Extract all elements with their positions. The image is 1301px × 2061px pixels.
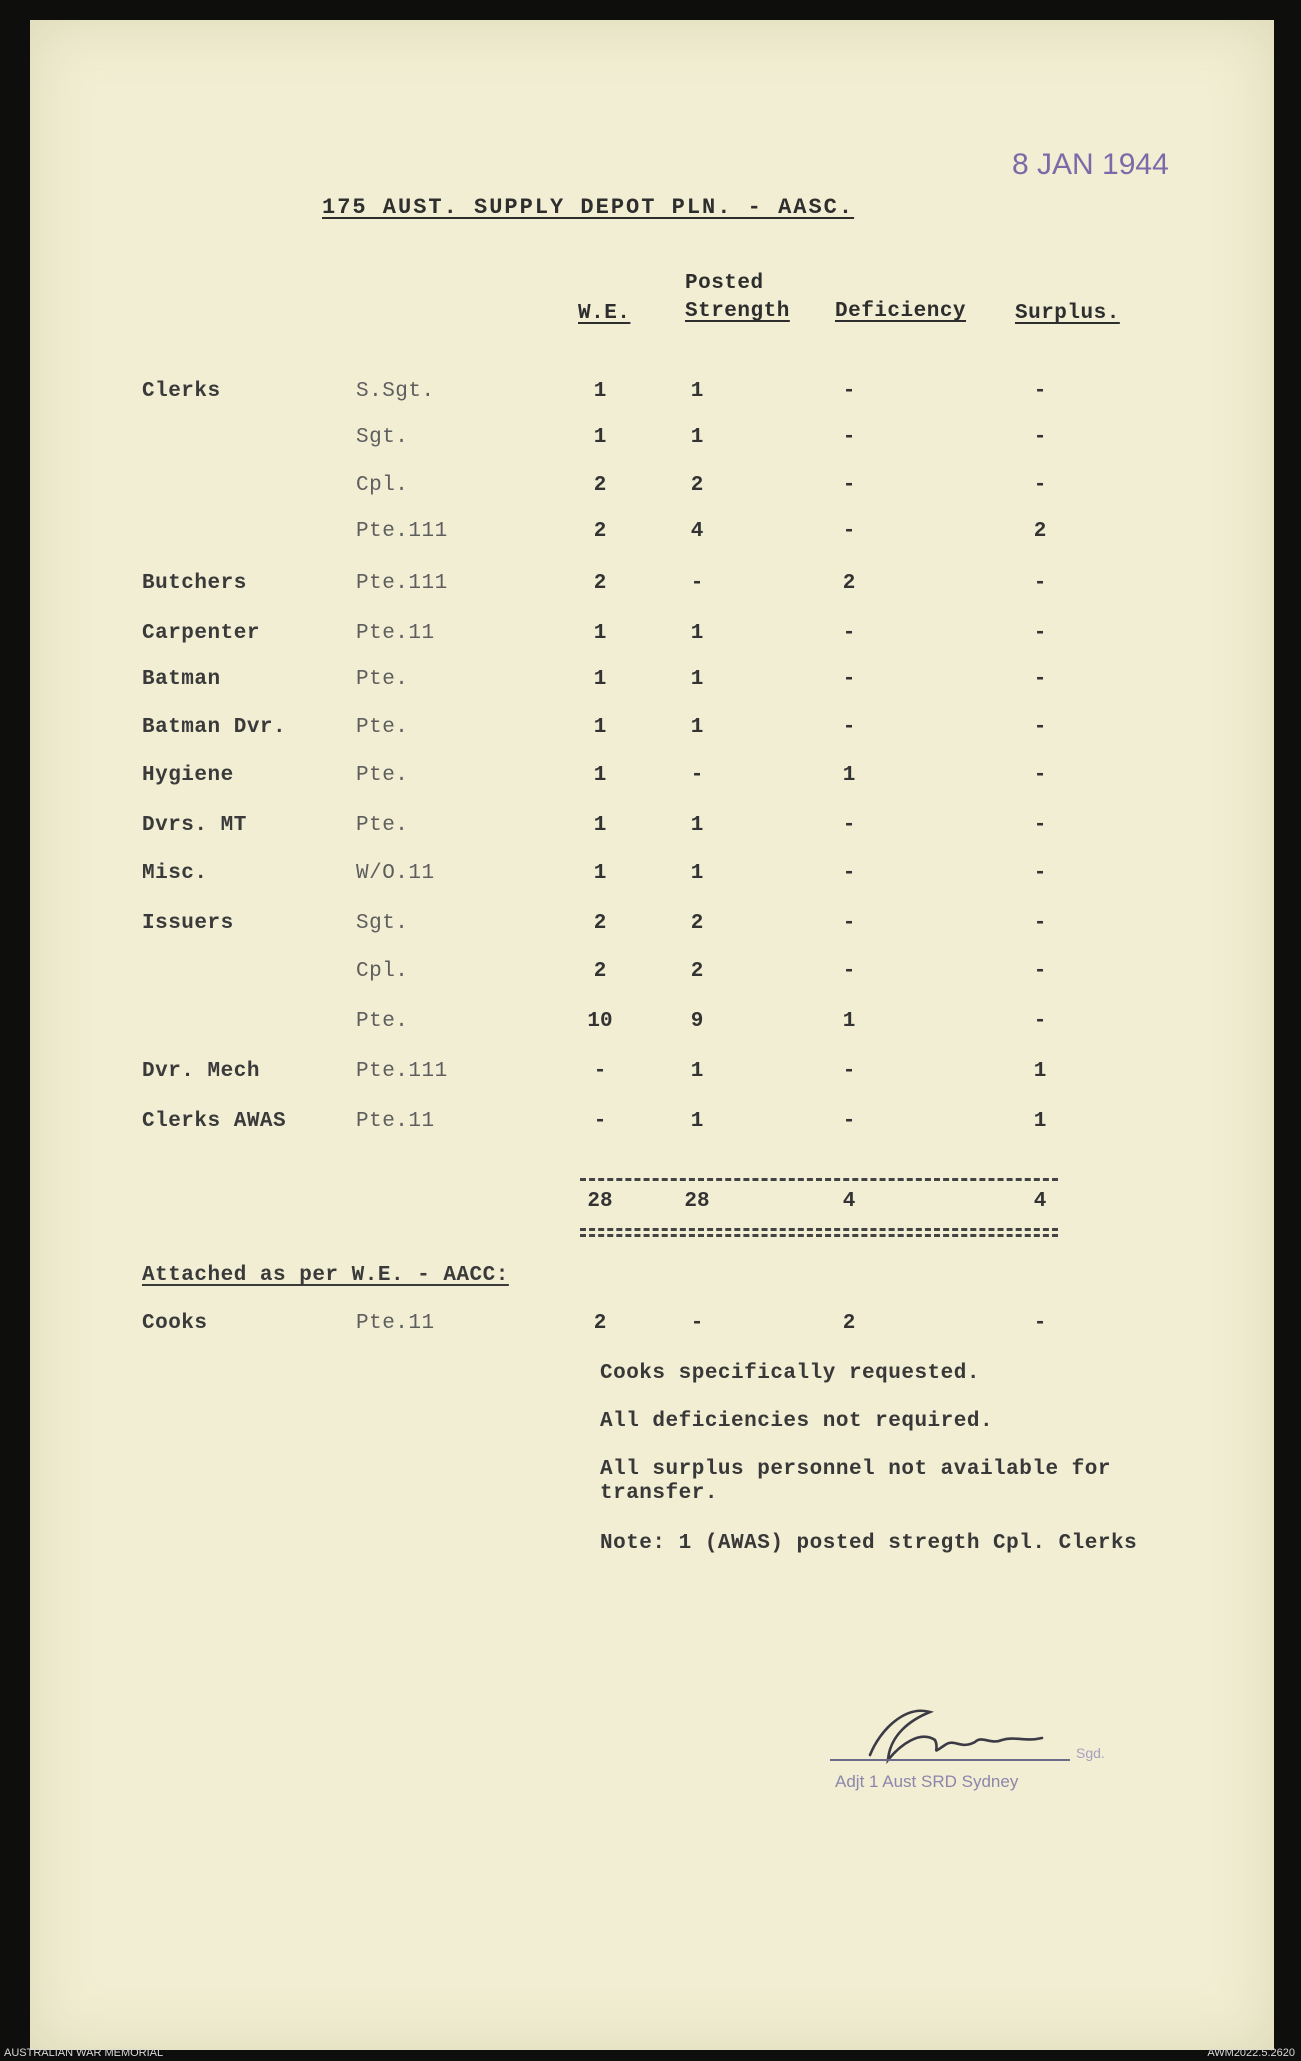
row-rank: Sgt.: [356, 912, 409, 935]
footer-left: AUSTRALIAN WAR MEMORIAL: [4, 2047, 164, 2059]
row-surplus: 1: [1033, 1110, 1047, 1133]
row-surplus: -: [1033, 960, 1047, 983]
note-awas: Note: 1 (AWAS) posted stregth Cpl. Clerks: [600, 1532, 1138, 1555]
attached-posted: -: [690, 1312, 704, 1335]
row-rank: Pte.111: [356, 520, 448, 543]
row-posted: 1: [690, 668, 704, 691]
row-category: Clerks AWAS: [142, 1110, 287, 1133]
attached-surplus: -: [1033, 1312, 1047, 1335]
row-category: Dvr. Mech: [142, 1060, 260, 1083]
signature-caption: Adjt 1 Aust SRD Sydney: [835, 1772, 1019, 1791]
row-posted: 1: [690, 1060, 704, 1083]
row-category: Issuers: [142, 912, 234, 935]
row-deficiency: 1: [842, 1010, 856, 1033]
row-posted: 1: [690, 814, 704, 837]
header-surplus: Surplus.: [1015, 302, 1120, 325]
row-deficiency: -: [842, 474, 856, 497]
row-rank: Sgt.: [356, 426, 409, 449]
row-rank: Pte.: [356, 668, 409, 691]
attached-heading: Attached as per W.E. - AACC:: [142, 1264, 509, 1287]
total-we: 28: [587, 1190, 613, 1213]
total-surplus: 4: [1033, 1190, 1047, 1213]
row-posted: 2: [690, 474, 704, 497]
attached-deficiency: 2: [842, 1312, 856, 1335]
row-rank: S.Sgt.: [356, 380, 435, 403]
row-we: 1: [593, 764, 607, 787]
row-category: Dvrs. MT: [142, 814, 247, 837]
row-rank: Pte.11: [356, 622, 435, 645]
row-posted: 1: [690, 380, 704, 403]
row-surplus: -: [1033, 622, 1047, 645]
totals-rule-bottom: [580, 1228, 1058, 1231]
row-category: Batman Dvr.: [142, 716, 287, 739]
row-rank: Cpl.: [356, 474, 409, 497]
row-deficiency: 1: [842, 764, 856, 787]
row-rank: Pte.111: [356, 572, 448, 595]
totals-rule-top: [580, 1178, 1058, 1181]
row-category: Carpenter: [142, 622, 260, 645]
row-surplus: -: [1033, 380, 1047, 403]
row-surplus: -: [1033, 1010, 1047, 1033]
row-posted: -: [690, 572, 704, 595]
row-rank: Pte.: [356, 1010, 409, 1033]
row-we: 1: [593, 380, 607, 403]
row-deficiency: -: [842, 960, 856, 983]
header-posted-line2: Strength: [685, 300, 790, 323]
row-posted: 1: [690, 622, 704, 645]
row-we: 2: [593, 474, 607, 497]
attached-we: 2: [593, 1312, 607, 1335]
row-deficiency: -: [842, 814, 856, 837]
total-deficiency: 4: [842, 1190, 856, 1213]
row-we: -: [593, 1060, 607, 1083]
row-deficiency: -: [842, 426, 856, 449]
row-surplus: 1: [1033, 1060, 1047, 1083]
footer-right: AWM2022.5.2620: [1207, 2047, 1295, 2059]
row-we: 2: [593, 960, 607, 983]
row-rank: Pte.111: [356, 1060, 448, 1083]
row-we: 1: [593, 814, 607, 837]
row-deficiency: -: [842, 520, 856, 543]
header-posted-line1: Posted: [685, 272, 764, 295]
totals-rule-bottom2: [580, 1234, 1058, 1237]
row-surplus: 2: [1033, 520, 1047, 543]
row-category: Batman: [142, 668, 221, 691]
row-we: 1: [593, 668, 607, 691]
row-we: 1: [593, 862, 607, 885]
total-posted: 28: [684, 1190, 710, 1213]
document-page: [30, 20, 1274, 2050]
note-surplus-line1: All surplus personnel not available for: [600, 1458, 1111, 1481]
header-we: W.E.: [578, 302, 631, 325]
row-category: Misc.: [142, 862, 208, 885]
row-posted: 1: [690, 426, 704, 449]
note-deficiencies: All deficiencies not required.: [600, 1410, 994, 1433]
row-we: 1: [593, 716, 607, 739]
row-deficiency: 2: [842, 572, 856, 595]
row-posted: 1: [690, 862, 704, 885]
row-deficiency: -: [842, 1110, 856, 1133]
row-surplus: -: [1033, 426, 1047, 449]
row-deficiency: -: [842, 668, 856, 691]
row-posted: -: [690, 764, 704, 787]
row-rank: W/O.11: [356, 862, 435, 885]
row-rank: Pte.: [356, 764, 409, 787]
handwritten-signature: [810, 1700, 1110, 1775]
row-posted: 2: [690, 912, 704, 935]
row-posted: 4: [690, 520, 704, 543]
header-deficiency: Deficiency: [835, 300, 967, 323]
row-deficiency: -: [842, 1060, 856, 1083]
row-we: 10: [587, 1010, 613, 1033]
row-category: Hygiene: [142, 764, 234, 787]
row-we: 2: [593, 572, 607, 595]
note-surplus-line2: transfer.: [600, 1482, 718, 1505]
row-rank: Cpl.: [356, 960, 409, 983]
row-rank: Pte.: [356, 814, 409, 837]
signature-sd: Sgd.: [1076, 1745, 1105, 1761]
note-cooks: Cooks specifically requested.: [600, 1362, 980, 1385]
row-category: Butchers: [142, 572, 247, 595]
row-deficiency: -: [842, 912, 856, 935]
row-posted: 1: [690, 1110, 704, 1133]
row-surplus: -: [1033, 764, 1047, 787]
row-posted: 2: [690, 960, 704, 983]
attached-category: Cooks: [142, 1312, 208, 1335]
row-surplus: -: [1033, 572, 1047, 595]
row-surplus: -: [1033, 912, 1047, 935]
row-surplus: -: [1033, 668, 1047, 691]
row-surplus: -: [1033, 716, 1047, 739]
row-deficiency: -: [842, 380, 856, 403]
row-surplus: -: [1033, 814, 1047, 837]
row-deficiency: -: [842, 622, 856, 645]
row-deficiency: -: [842, 862, 856, 885]
row-rank: Pte.11: [356, 1110, 435, 1133]
row-we: 1: [593, 622, 607, 645]
row-posted: 1: [690, 716, 704, 739]
row-we: 2: [593, 912, 607, 935]
row-we: 1: [593, 426, 607, 449]
row-we: -: [593, 1110, 607, 1133]
row-rank: Pte.: [356, 716, 409, 739]
row-posted: 9: [690, 1010, 704, 1033]
date-stamp: 8 JAN 1944: [1012, 148, 1169, 181]
row-surplus: -: [1033, 862, 1047, 885]
attached-rank: Pte.11: [356, 1312, 435, 1335]
row-surplus: -: [1033, 474, 1047, 497]
row-category: Clerks: [142, 380, 221, 403]
row-we: 2: [593, 520, 607, 543]
row-deficiency: -: [842, 716, 856, 739]
document-title: 175 AUST. SUPPLY DEPOT PLN. - AASC.: [322, 195, 855, 220]
